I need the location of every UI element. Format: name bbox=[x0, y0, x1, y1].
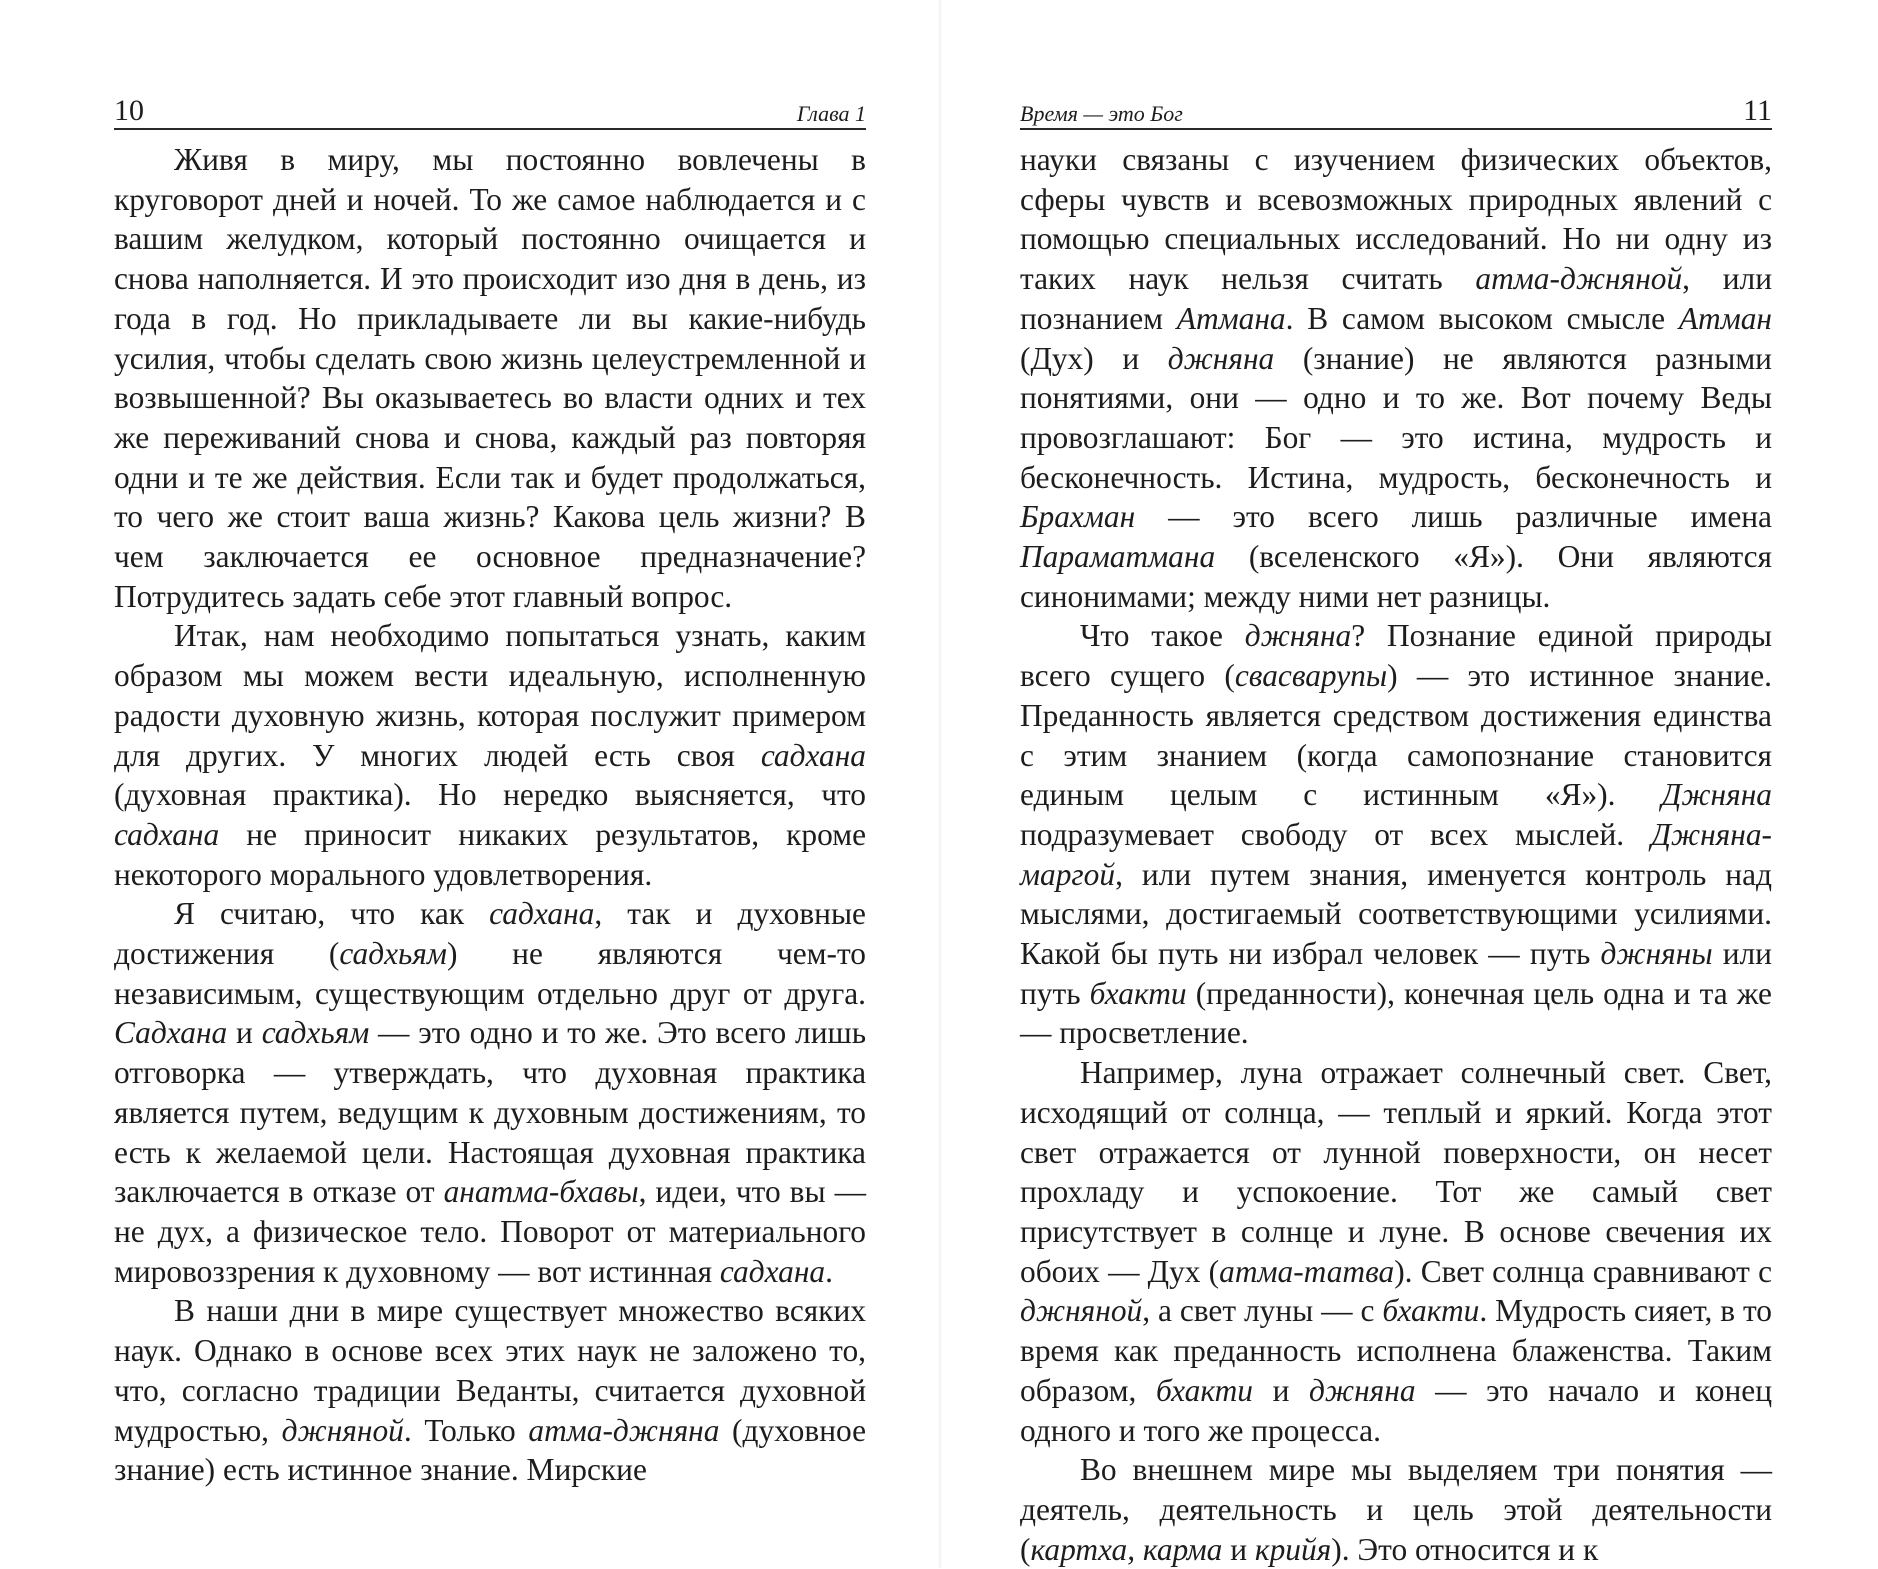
italic-term: Атмана bbox=[1176, 300, 1286, 336]
right-body-text bbox=[1020, 140, 1772, 1569]
italic-term: атма-джняной bbox=[1475, 261, 1683, 297]
italic-term: джняны bbox=[1600, 936, 1713, 972]
italic-term: садхана bbox=[489, 896, 595, 932]
paragraph: Я считаю, что как садхана, так и духовные достижения (садхьям) не являются чем-то независимым, существующим отдельно друг от друга. Садхана и садхьям — это одно и то же. Это всего лишь отговорка — утверждать, что духовная практика является путем, ведущим к духовным достижениям, то есть к желаемой цели. Настоящая духовная практика заключается в отказе от анатма-бхавы, идеи, что вы — не дух, а физическое тело. Поворот от материального мировоззрения к духовному — вот истинная садхана. bbox=[114, 896, 867, 1289]
italic-term: бхакти bbox=[1089, 975, 1187, 1011]
italic-term: свасварупы bbox=[1234, 658, 1388, 694]
paragraph: Что такое джняна? Познание единой природы всего сущего (свасварупы) — это истинное знание. Преданность является средством достижения единства с этим знанием (когда самопознание становится единым целым с истинным «Я»). Джняна подразумевает свободу от всех мыслей. Джняна-маргой, или путем знания, именуется контроль над мыслями, достигаемый соответствующими усилиями. Какой бы путь ни избрал человек — путь джняны или путь бхакти (преданности), конечная цель одна и та же — просветление. bbox=[1020, 618, 1772, 1051]
italic-term: джняна bbox=[1244, 618, 1352, 654]
italic-term: крийя bbox=[1254, 1531, 1332, 1567]
paragraph: Итак, нам необходимо попытаться узнать, каким образом мы можем вести идеальную, исполненную радости духовную жизнь, которая послужит примером для других. У многих людей есть своя садхана (духовная практика). Но нередко выясняется, что садхана не приносит никаких результатов, кроме некоторого морального удовлетворения. bbox=[114, 618, 866, 892]
italic-term: джняна bbox=[1167, 340, 1275, 376]
italic-term: садхьям bbox=[339, 936, 447, 972]
book-gutter bbox=[938, 0, 942, 1568]
left-running-head bbox=[114, 92, 866, 130]
italic-term: садхана bbox=[719, 1253, 826, 1289]
italic-term: анатма-бхавы bbox=[443, 1174, 639, 1210]
left-page-number: 10 bbox=[114, 94, 144, 127]
italic-term: Параматмана bbox=[1020, 539, 1216, 575]
paragraph: Во внешнем мире мы выделяем три понятия — деятель, деятельность и цель этой деятельности (картха, карма и крийя). Это относится и к bbox=[1020, 1452, 1772, 1567]
italic-term: садхьям bbox=[261, 1015, 370, 1051]
italic-term: Джняна bbox=[1661, 777, 1772, 813]
italic-term: Садхана bbox=[114, 1015, 228, 1051]
italic-term: атма-татва bbox=[1219, 1253, 1395, 1289]
right-running-head bbox=[1020, 92, 1772, 130]
right-chapter-title: Время — это Бог bbox=[1020, 101, 1183, 126]
left-chapter-title: Глава 1 bbox=[796, 101, 866, 126]
right-page bbox=[1020, 92, 1772, 1569]
left-page bbox=[114, 92, 866, 1490]
paragraph: Например, луна отражает солнечный свет. Свет, исходящий от солнца, — теплый и яркий. Когда этот свет отражается от лунной поверхности, он несет прохладу и успокоение. Тот же самый свет присутствует в солнце и луне. В основе свечения их обоих — Дух (атма-татва). Свет солнца сравнивают с джняной, а свет луны — с бхакти. Мудрость сияет, в то время как преданность исполнена блаженства. Таким образом, бхакти и джняна — это начало и конец одного и того же процесса. bbox=[1020, 1055, 1773, 1448]
italic-term: бхакти bbox=[1155, 1372, 1253, 1408]
italic-term: картха, карма bbox=[1030, 1531, 1223, 1567]
italic-term: Джняна-маргой bbox=[1020, 816, 1772, 892]
italic-term: Брахман bbox=[1020, 499, 1136, 535]
italic-term: садхана bbox=[760, 737, 866, 773]
italic-term: Атман bbox=[1678, 300, 1772, 336]
italic-term: джняной bbox=[1020, 1293, 1143, 1329]
italic-term: садхана bbox=[114, 816, 220, 852]
italic-term: атма-джняна bbox=[528, 1412, 720, 1448]
paragraph: науки связаны с изучением физических объектов, сферы чувств и всевозможных природных явлений с помощью специальных исследований. Но ни одну из таких наук нельзя считать атма-джняной, или познанием Атмана. В самом высоком смысле Атман (Дух) и джняна (знание) не являются разными понятиями, они — одно и то же. Вот почему Веды провозглашают: Бог — это истина, мудрость и бесконечность. Истина, мудрость, бесконечность и Брахман — это всего лишь различные имена Параматмана (вселенского «Я»). Они являются синонимами; между ними нет разницы. bbox=[1020, 142, 1772, 614]
right-page-number: 11 bbox=[1743, 94, 1772, 127]
italic-term: бхакти bbox=[1382, 1293, 1480, 1329]
paragraph: Живя в миру, мы постоянно вовлечены в круговорот дней и ночей. То же самое наблюдается и с вашим желудком, который постоянно очищается и снова наполняется. И это происходит изо дня в день, из года в год. Но прикладываете ли вы какие-нибудь усилия, чтобы сделать свою жизнь целеустремленной и возвышенной? Вы оказываетесь во власти одних и тех же переживаний снова и снова, каждый раз повторяя одни и те же действия. Если так и будет продолжаться, то чего же стоит ваша жизнь? Какова цель жизни? В чем заключается ее основное предназначение? Потрудитесь задать себе этот главный вопрос. bbox=[114, 142, 866, 614]
italic-term: джняной bbox=[281, 1412, 404, 1448]
italic-term: джняна bbox=[1309, 1372, 1416, 1408]
left-body-text bbox=[114, 140, 866, 1490]
paragraph: В наши дни в мире существует множество всяких наук. Однако в основе всех этих наук не заложено то, что, согласно традиции Веданты, считается духовной мудростью, джняной. Только атма-джняна (духовное знание) есть истинное знание. Мирские bbox=[114, 1293, 867, 1488]
